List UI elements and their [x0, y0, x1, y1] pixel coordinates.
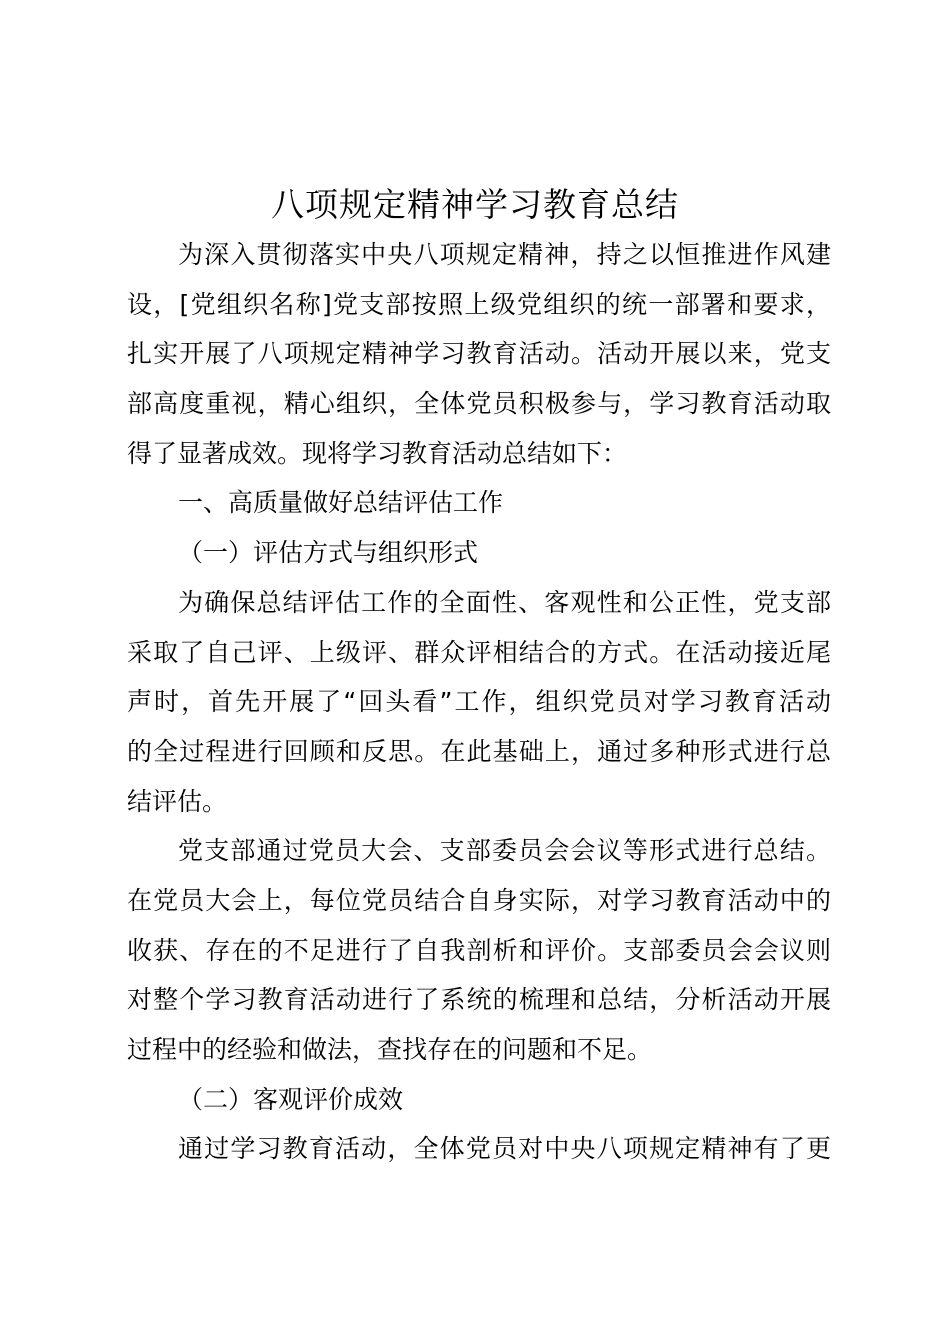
paragraph-line: 声时，首先开展了“回头看”工作，组织党员对学习教育活动 [127, 687, 831, 717]
paragraph-line: 在党员大会上，每位党员结合自身实际，对学习教育活动中的 [127, 885, 831, 915]
paragraph-line: 的全过程进行回顾和反思。在此基础上，通过多种形式进行总 [127, 736, 831, 766]
paragraph-line: 结评估。 [127, 786, 228, 816]
subsection-heading: （二）客观评价成效 [178, 1084, 404, 1114]
document-title: 八项规定精神学习教育总结 [271, 185, 679, 224]
paragraph-line: 为深入贯彻落实中央八项规定精神，持之以恒推进作风建 [178, 240, 831, 269]
paragraph-line: 收获、存在的不足进行了自我剖析和评价。支部委员会会议则 [127, 935, 831, 965]
paragraph-line: 对整个学习教育活动进行了系统的梳理和总结，分析活动开展 [127, 985, 831, 1015]
paragraph-line: 部高度重视，精心组织，全体党员积极参与，学习教育活动取 [127, 389, 831, 419]
paragraph-line: 为确保总结评估工作的全面性、客观性和公正性，党支部 [178, 587, 831, 617]
paragraph-line: 设，[党组织名称]党支部按照上级党组织的统一部署和要求， [127, 289, 831, 319]
paragraph-line: 扎实开展了八项规定精神学习教育活动。活动开展以来，党支 [127, 339, 831, 369]
paragraph-line: 采取了自己评、上级评、群众评相结合的方式。在活动接近尾 [127, 637, 831, 667]
paragraph-line: 通过学习教育活动，全体党员对中央八项规定精神有了更 [178, 1134, 831, 1164]
subsection-heading: （一）评估方式与组织形式 [178, 538, 479, 568]
paragraph-line: 得了显著成效。现将学习教育活动总结如下： [127, 438, 628, 468]
paragraph-line: 党支部通过党员大会、支部委员会会议等形式进行总结。 [178, 836, 831, 866]
document-body [127, 230, 831, 1174]
paragraph-line: 过程中的经验和做法，查找存在的问题和不足。 [127, 1035, 653, 1064]
section-heading: 一、高质量做好总结评估工作 [178, 488, 504, 518]
